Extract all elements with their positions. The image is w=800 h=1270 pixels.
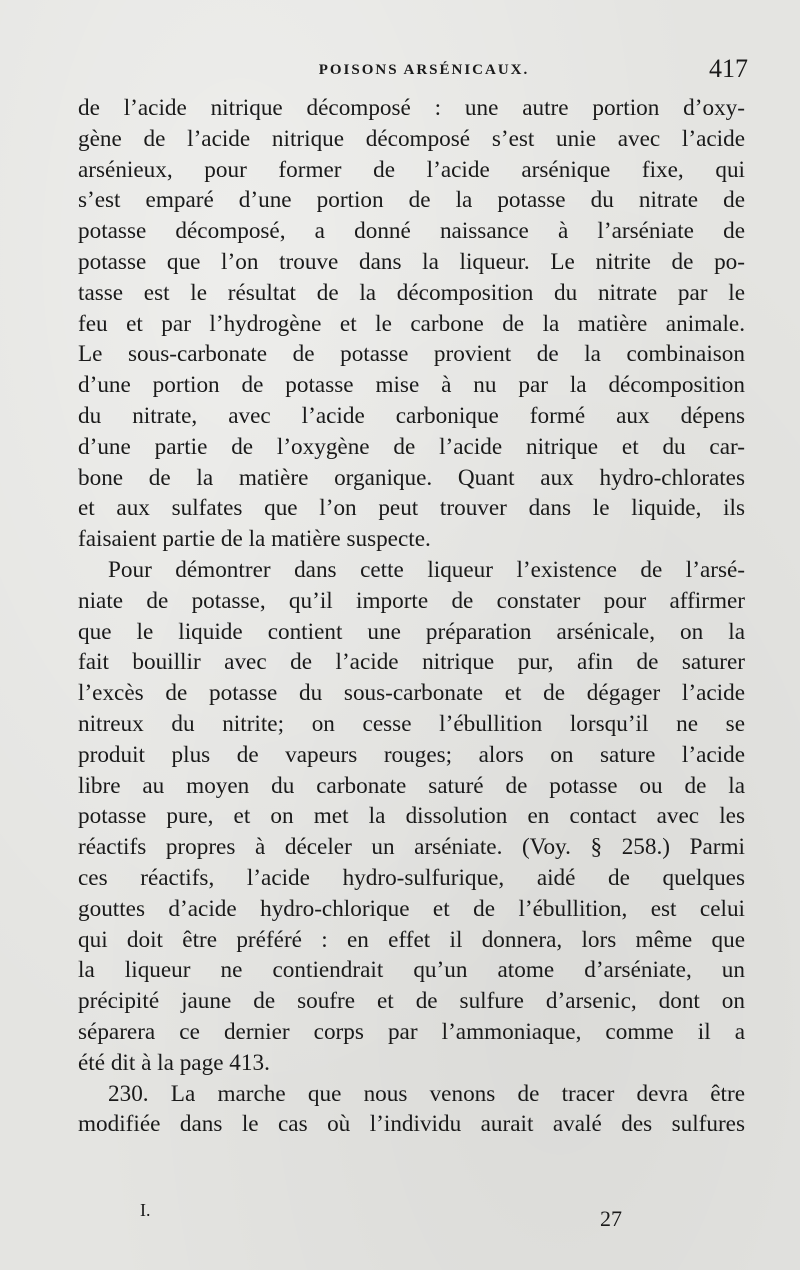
text-line: modifiée dans le cas où l’individu aurait avalé des sulfures: [78, 1111, 745, 1138]
running-head: POISONS ARSÉNICAUX.: [318, 62, 530, 78]
text-line: nitreux du nitrite; on cesse l’ébullition lorsqu’il ne se: [78, 710, 745, 737]
text-line: bone de la matière organique. Quant aux hydro-chlorates: [78, 464, 745, 491]
text-line: potasse que l’on trouve dans la liqueur. Le nitrite de po-: [78, 248, 745, 275]
text-line: qui doit être préféré : en effet il donnera, lors même que: [78, 926, 745, 953]
text-line: potasse décomposé, a donné naissance à l’arséniate de: [78, 218, 745, 245]
text-line: réactifs propres à déceler un arséniate. (Voy. § 258.) Parmi: [78, 834, 745, 861]
signature-number: 27: [600, 1206, 622, 1231]
text-line: été dit à la page 413.: [78, 1049, 270, 1076]
page-footer: [80, 1200, 748, 1240]
text-line: potasse pure, et on met la dissolution en contact avec les: [78, 803, 745, 830]
text-line: d’une partie de l’oxygène de l’acide nitrique et du car-: [78, 433, 745, 460]
text-line: arsénieux, pour former de l’acide arsénique fixe, qui: [78, 156, 745, 183]
text-line: Pour démontrer dans cette liqueur l’existence de l’arsé-: [108, 556, 745, 583]
signature-mark: I.: [140, 1200, 151, 1220]
text-line: fait bouillir avec de l’acide nitrique pur, afin de saturer: [78, 649, 745, 676]
text-line: d’une portion de potasse mise à nu par la décomposition: [78, 372, 745, 399]
text-line: et aux sulfates que l’on peut trouver dans le liquide, ils: [78, 495, 745, 522]
text-line: précipité jaune de soufre et de sulfure d’arsenic, dont on: [78, 988, 745, 1015]
text-line: séparera ce dernier corps par l’ammoniaque, comme il a: [78, 1018, 745, 1045]
page-number: 417: [709, 54, 748, 83]
page-header: [80, 54, 748, 90]
text-line: feu et par l’hydrogène et le carbone de la matière animale.: [78, 310, 745, 337]
body-text: [78, 93, 745, 1140]
text-line: gène de l’acide nitrique décomposé s’est unie avec l’acide: [78, 125, 745, 152]
text-line: ces réactifs, l’acide hydro-sulfurique, aidé de quelques: [78, 864, 745, 891]
text-line: 230. La marche que nous venons de tracer devra être: [108, 1080, 745, 1107]
text-line: que le liquide contient une préparation arsénicale, on la: [78, 618, 745, 645]
text-line: libre au moyen du carbonate saturé de potasse ou de la: [78, 772, 745, 799]
text-line: de l’acide nitrique décomposé : une autre portion d’oxy-: [78, 95, 745, 121]
text-line: tasse est le résultat de la décomposition du nitrate par le: [78, 279, 745, 306]
text-line: gouttes d’acide hydro-chlorique et de l’ébullition, est celui: [78, 895, 745, 922]
text-line: s’est emparé d’une portion de la potasse du nitrate de: [78, 187, 745, 214]
text-line: du nitrate, avec l’acide carbonique formé aux dépens: [78, 402, 745, 429]
text-line: faisaient partie de la matière suspecte.: [78, 526, 431, 553]
text-line: produit plus de vapeurs rouges; alors on sature l’acide: [78, 741, 745, 768]
text-line: la liqueur ne contiendrait qu’un atome d’arséniate, un: [78, 957, 745, 984]
text-line: Le sous-carbonate de potasse provient de la combinaison: [78, 341, 745, 368]
text-line: niate de potasse, qu’il importe de constater pour affirmer: [78, 587, 745, 614]
text-line: l’excès de potasse du sous-carbonate et de dégager l’acide: [78, 680, 745, 707]
